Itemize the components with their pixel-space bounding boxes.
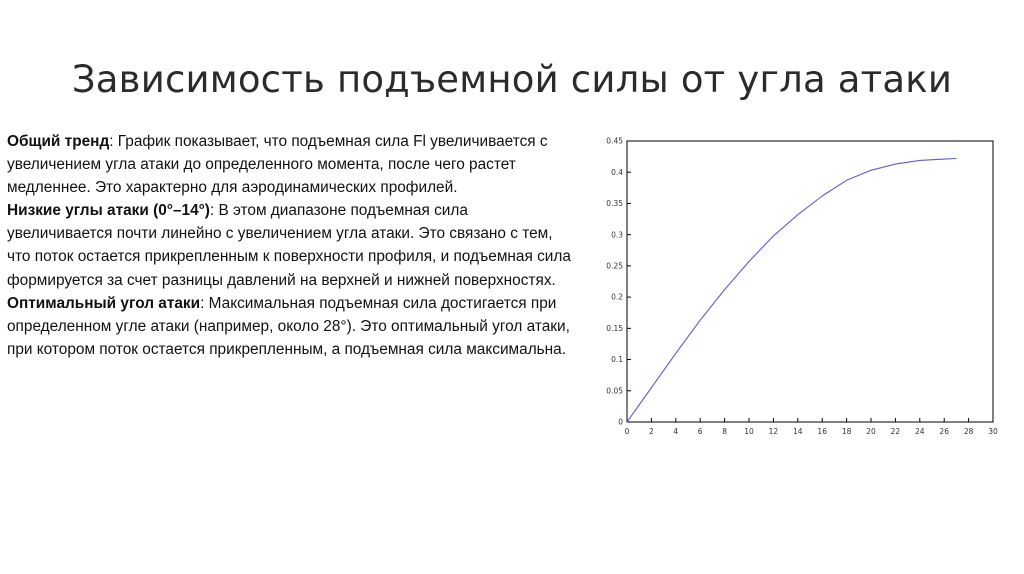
- low-angles-body: : В этом диапазоне подъемная сила увеличивается почти линейно с увеличением угла атаки. Это связано с тем, что поток остается прикрепленным к поверхности профиля, и подъемная сила формируется за счет разницы давлений на верхней и нижней поверхностях.: [7, 202, 571, 289]
- paragraph-general-trend: [7, 130, 575, 199]
- x-tick-label: 2: [649, 427, 654, 436]
- x-tick-label: 22: [890, 427, 901, 436]
- y-tick-label: 0.3: [611, 230, 623, 240]
- y-tick-label: 0: [618, 417, 623, 427]
- x-tick-label: 14: [793, 427, 803, 436]
- general-trend-body: : График показывает, что подъемная сила Fl увеличивается с увеличением угла атаки до определенного момента, после чего растет медленнее. Это характерно для аэродинамических профилей.: [7, 133, 548, 197]
- y-tick-label: 0.45: [606, 136, 623, 146]
- series-layer: [627, 159, 956, 423]
- x-tick-label: 16: [817, 427, 827, 436]
- x-tick-label: 18: [841, 427, 852, 436]
- chart-canvas: [590, 132, 1010, 446]
- paragraph-low-angles: [7, 199, 575, 291]
- optimal-angle-body: : Максимальная подъемная сила достигается при определенном угле атаки (например, около 28°). Это оптимальный угол атаки, при котором поток остается прикрепленным, а подъемная сила максимальна.: [7, 294, 570, 358]
- x-tick-label: 28: [963, 427, 974, 436]
- plot-frame: [627, 141, 993, 422]
- x-tick-label: 12: [768, 427, 779, 436]
- slide-title: Зависимость подъемной силы от угла атаки: [71, 58, 953, 101]
- x-tick-label: 30: [988, 427, 998, 436]
- lift-vs-angle-chart: [590, 132, 1010, 446]
- series-line: [627, 159, 956, 423]
- y-tick-label: 0.25: [606, 261, 623, 271]
- x-tick-label: 24: [915, 427, 925, 436]
- x-axis: [625, 418, 998, 436]
- y-tick-label: 0.2: [611, 292, 623, 302]
- y-tick-label: 0.15: [606, 323, 623, 333]
- x-tick-label: 4: [673, 427, 679, 436]
- y-tick-label: 0.4: [611, 167, 623, 177]
- y-tick-label: 0.35: [606, 199, 623, 209]
- y-tick-label: 0.1: [611, 355, 623, 365]
- description-text: [7, 130, 575, 361]
- paragraph-optimal-angle: [7, 292, 575, 361]
- x-tick-label: 8: [722, 427, 727, 436]
- x-tick-label: 20: [866, 427, 876, 436]
- x-tick-label: 0: [624, 427, 630, 436]
- x-tick-label: 6: [697, 427, 703, 436]
- low-angles-heading: Низкие углы атаки (0°–14°): [7, 202, 210, 220]
- x-tick-label: 10: [744, 427, 754, 436]
- optimal-angle-heading: Оптимальный угол атаки: [7, 294, 201, 312]
- y-tick-label: 0.05: [606, 386, 623, 396]
- general-trend-heading: Общий тренд: [7, 133, 110, 150]
- x-tick-label: 26: [939, 427, 949, 436]
